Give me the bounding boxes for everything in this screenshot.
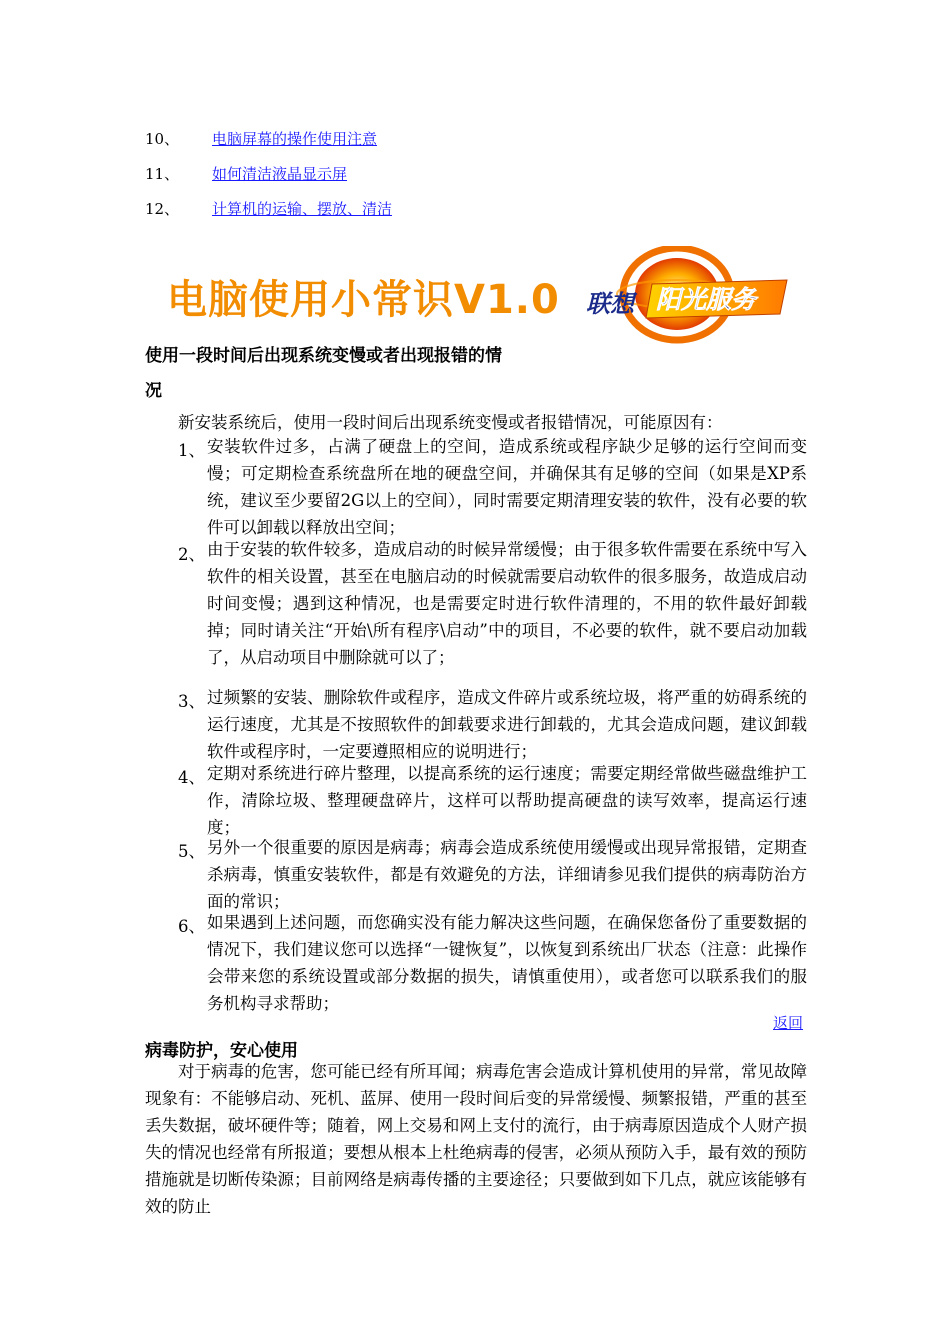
list-item: 定期对系统进行碎片整理，以提高系统的运行速度；需要定期经常做些磁盘维护工作，清除垃圾、整理硬盘碎片，这样可以帮助提高硬盘的读写效率，提高运行速度；	[207, 764, 807, 837]
list-number: 2、	[178, 545, 205, 564]
toc-link[interactable]: 计算机的运输、摆放、清洁	[212, 200, 393, 218]
list-item: 如果遇到上述问题，而您确实没有能力解决这些问题，在确保您备份了重要数据的情况下，我们建议您可以选择“一键恢复”，以恢复到系统出厂状态（注意：此操作会带来您的系统设置或部分数据的损失，请慎重使用），或者您可以联系我们的服务机构寻求帮助；	[207, 913, 807, 1013]
list-number: 4、	[178, 768, 205, 787]
section-heading-line2: 况	[145, 381, 162, 401]
toc-link[interactable]: 如何清洁液晶显示屏	[212, 165, 348, 183]
list-item: 另外一个很重要的原因是病毒；病毒会造成系统使用缓慢或出现异常报错，定期查杀病毒，慎重安装软件，都是有效避免的方法，详细请参见我们提供的病毒防治方面的常识；	[207, 838, 807, 911]
toc-number: 12、	[145, 200, 180, 218]
section-heading-line1: 使用一段时间后出现系统变慢或者出现报错的情	[145, 346, 502, 366]
back-link[interactable]: 返回	[773, 1014, 804, 1032]
toc-number: 11、	[145, 165, 180, 183]
logo-graphic	[582, 246, 792, 346]
section-intro: 新安装系统后，使用一段时间后出现系统变慢或者报错情况，可能原因有：	[178, 413, 723, 432]
list-item: 过频繁的安装、删除软件或程序，造成文件碎片或系统垃圾，将严重的妨碍系统的运行速度，尤其是不按照软件的卸载要求进行卸载的，尤其会造成问题，建议卸载软件或程序时，一定要遵照相应的说明进行；	[207, 688, 807, 761]
section-paragraph: 对于病毒的危害，您可能已经有所耳闻；病毒危害会造成计算机使用的异常，常见故障现象有：不能够启动、死机、蓝屏、使用一段时间后变的异常缓慢、频繁报错，严重的甚至丢失数据，破坏硬件等；随着，网上交易和网上支付的流行，由于病毒原因造成个人财产损失的情况也经常有所报道；要想从根本上杜绝病毒的侵害，必须从预防入手，最有效的预防措施就是切断传染源；目前网络是病毒传播的主要途径；只要做到如下几点，就应该能够有效的防止	[145, 1062, 807, 1216]
lenovo-sunshine-service-logo	[582, 246, 792, 346]
list-item: 安装软件过多，占满了硬盘上的空间，造成系统或程序缺少足够的运行空间而变慢；可定期检查系统盘所在地的硬盘空间，并确保其有足够的空间（如果是XP系统，建议至少要留2G以上的空间），同时需要定期清理安装的软件，没有必要的软件可以卸载以释放出空间；	[207, 437, 807, 537]
list-number: 1、	[178, 441, 205, 460]
logo-text-lenovo: 联想	[586, 290, 634, 318]
list-number: 5、	[178, 842, 205, 861]
list-number: 6、	[178, 917, 205, 936]
section-heading: 病毒防护，安心使用	[145, 1041, 298, 1061]
list-item: 由于安装的软件较多，造成启动的时候异常缓慢；由于很多软件需要在系统中写入软件的相关设置，甚至在电脑启动的时候就需要启动软件的很多服务，故造成启动时间变慢；遇到这种情况，也是需要定时进行软件清理的，不用的软件最好卸载掉；同时请关注“开始\所有程序\启动”中的项目，不必要的软件，就不要启动加载了，从启动项目中删除就可以了；	[207, 540, 807, 667]
toc-number: 10、	[145, 130, 180, 148]
list-number: 3、	[178, 692, 205, 711]
toc-link[interactable]: 电脑屏幕的操作使用注意	[212, 130, 378, 148]
banner-title: 电脑使用小常识V1.0	[167, 277, 560, 323]
logo-text-service: 阳光服务	[656, 285, 757, 314]
